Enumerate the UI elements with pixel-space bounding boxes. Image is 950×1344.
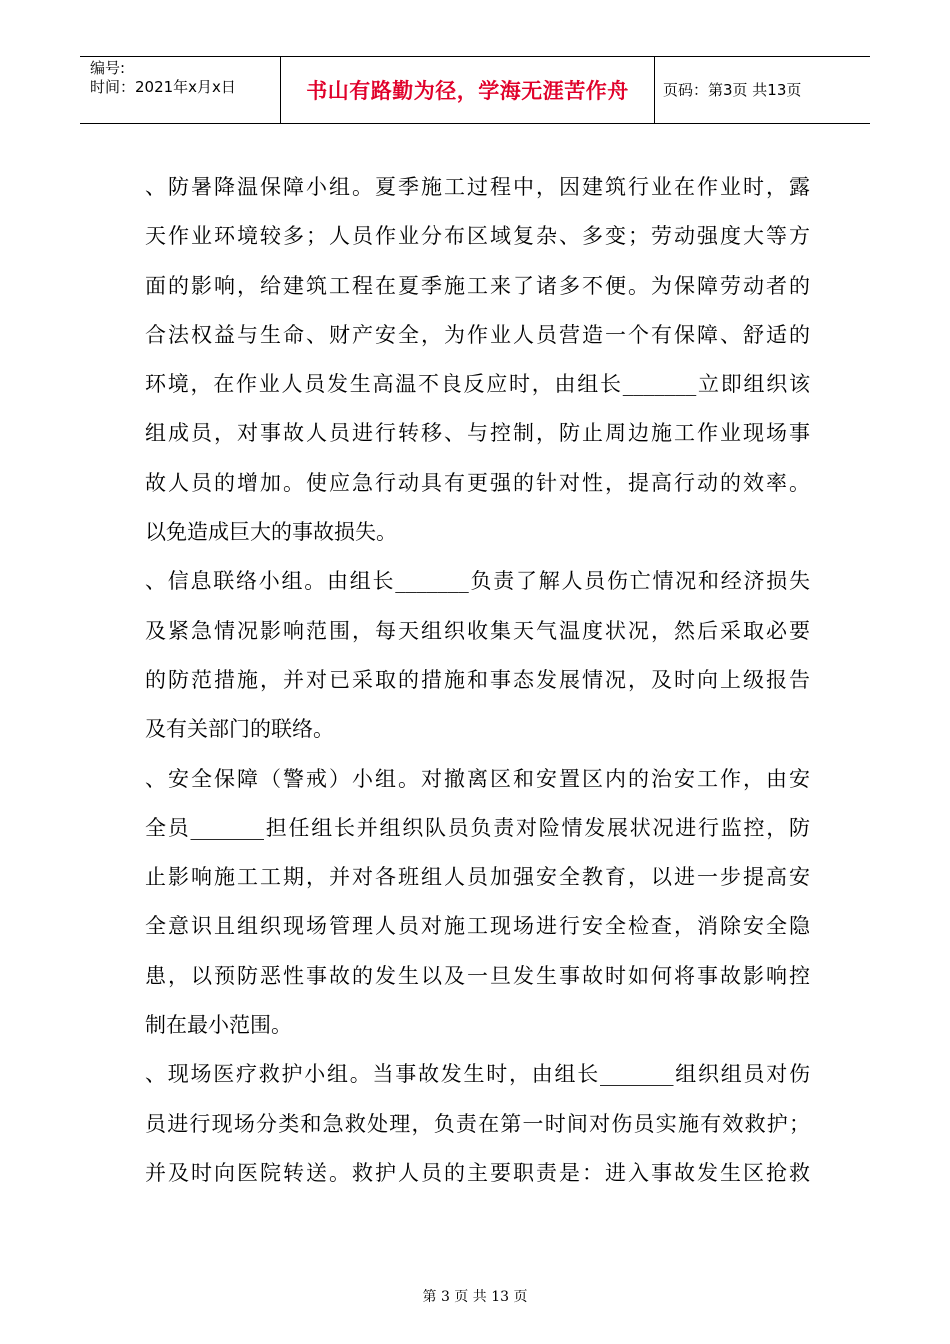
body-line: 、安全保障（警戒）小组。对撤离区和安置区内的治安工作，由安	[145, 766, 810, 791]
header-motto: 书山有路勤为径，学海无涯苦作舟	[306, 79, 629, 103]
body-line: 、现场医疗救护小组。当事故发生时，由组长_______组织组员对伤	[145, 1062, 810, 1087]
header-meta-cell	[80, 57, 281, 123]
header-page-cell	[655, 57, 870, 123]
body-line: 合法权益与生命、财产安全，为作业人员营造一个有保障、舒适的	[145, 322, 810, 347]
document-number-label: 编号:	[90, 59, 126, 77]
body-line: 及有关部门的联络。	[145, 717, 334, 742]
document-header	[80, 56, 870, 124]
body-line: 的防范措施，并对已采取的措施和事态发展情况，及时向上级报告	[145, 667, 810, 692]
header-motto-cell	[281, 57, 655, 123]
body-line: 故人员的增加。使应急行动具有更强的针对性，提高行动的效率。	[145, 470, 810, 495]
document-time-label: 时间：2021年x月x日	[90, 78, 236, 96]
body-line: 天作业环境较多；人员作业分布区域复杂、多变；劳动强度大等方	[145, 224, 810, 249]
body-line: 员进行现场分类和急救处理，负责在第一时间对伤员实施有效救护；	[145, 1111, 810, 1136]
body-line: 面的影响，给建筑工程在夏季施工来了诸多不便。为保障劳动者的	[145, 273, 810, 298]
body-line: 全员_______担任组长并组织队员负责对险情发展状况进行监控，防	[145, 815, 810, 840]
body-line: 以免造成巨大的事故损失。	[145, 520, 397, 545]
body-line: 及紧急情况影响范围，每天组织收集天气温度状况，然后采取必要	[145, 618, 810, 643]
body-line: 制在最小范围。	[145, 1013, 292, 1038]
body-line: 环境，在作业人员发生高温不良反应时，由组长_______立即组织该	[145, 372, 810, 397]
page-footer: 第 3 页 共 13 页	[422, 1289, 528, 1305]
document-body	[145, 163, 810, 1198]
body-line: 并及时向医院转送。救护人员的主要职责是：进入事故发生区抢救	[145, 1160, 810, 1185]
header-page-info: 页码：第3页 共13页	[663, 81, 802, 99]
body-line: 组成员，对事故人员进行转移、与控制，防止周边施工作业现场事	[145, 421, 810, 446]
body-line: 、防暑降温保障小组。夏季施工过程中，因建筑行业在作业时，露	[145, 175, 810, 199]
body-line: 患，以预防恶性事故的发生以及一旦发生事故时如何将事故影响控	[145, 963, 810, 988]
body-line: 止影响施工工期，并对各班组人员加强安全教育，以进一步提高安	[145, 865, 810, 890]
body-line: 、信息联络小组。由组长_______负责了解人员伤亡情况和经济损失	[145, 569, 810, 594]
body-line: 全意识且组织现场管理人员对施工现场进行安全检查，消除安全隐	[145, 914, 810, 939]
